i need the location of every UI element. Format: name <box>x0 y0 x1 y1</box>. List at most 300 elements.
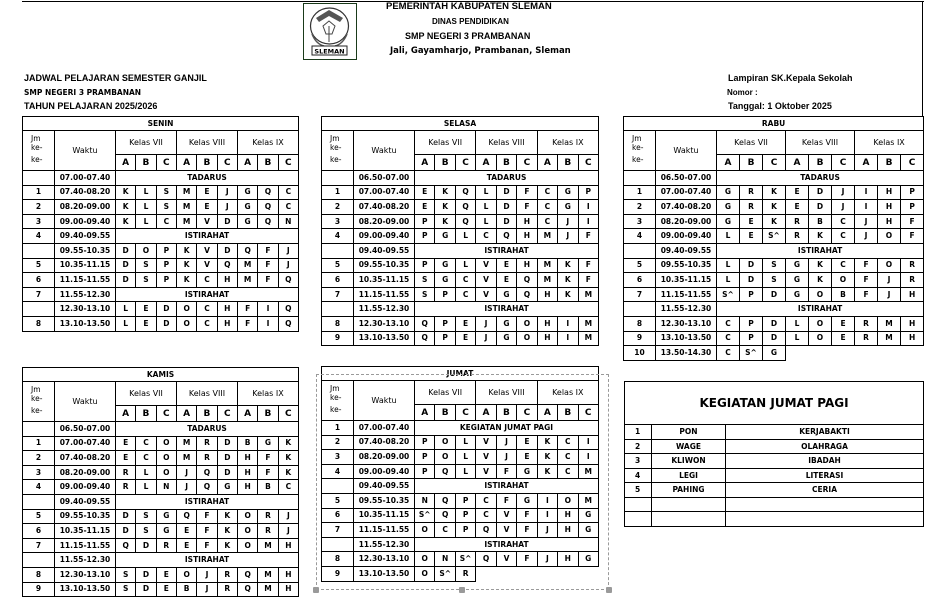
subject-cell: H <box>878 185 901 200</box>
kelas-header: Kelas VIII <box>176 131 237 155</box>
kegiatan-pasaran <box>652 497 726 512</box>
kegiatan-number <box>625 512 652 527</box>
time-slot: 11.15-11.55 <box>354 523 415 538</box>
subject-cell: Q <box>258 214 278 229</box>
subject-cell: R <box>258 524 278 539</box>
subject-cell: C <box>832 214 855 229</box>
subject-cell: C <box>455 273 475 288</box>
time-slot: 07.00-07.40 <box>354 421 415 436</box>
subject-cell: F <box>258 258 278 273</box>
activity-span: ISTIRAHAT <box>415 302 599 317</box>
activity-span: TADARUS <box>717 171 924 186</box>
empty-cell <box>809 346 832 361</box>
subject-cell: V <box>476 464 496 479</box>
selection-frame[interactable] <box>316 374 609 590</box>
subject-cell: C <box>558 435 578 450</box>
schedule-row <box>23 214 299 229</box>
subject-cell: S <box>136 258 156 273</box>
time-slot: 09.00-09.40 <box>55 214 116 229</box>
resize-handle-bottom-left[interactable] <box>313 587 319 593</box>
empty-cell <box>878 346 901 361</box>
subject-cell: K <box>763 200 786 215</box>
schedule-table-rabu <box>623 116 924 361</box>
schedule-row <box>624 331 924 346</box>
subject-cell: Q <box>476 552 496 567</box>
subject-cell: O <box>809 287 832 302</box>
resize-handle-bottom-right[interactable] <box>606 587 612 593</box>
subject-cell: O <box>809 331 832 346</box>
subject-cell: J <box>496 450 516 465</box>
subject-cell: H <box>237 451 257 466</box>
subject-cell: L <box>455 464 475 479</box>
period-number: 8 <box>23 316 55 331</box>
schedule-table-selasa <box>321 116 599 346</box>
date-label: Tanggal: 1 Oktober 2025 <box>728 101 832 111</box>
subject-cell: L <box>717 229 740 244</box>
subject-cell: R <box>901 258 924 273</box>
subject-cell: L <box>136 214 156 229</box>
period-number: 10 <box>624 346 656 361</box>
time-slot: 11.15-11.55 <box>656 287 717 302</box>
header-department: DINAS PENDIDIKAN <box>432 17 509 26</box>
time-slot: 12.30-13.10 <box>55 567 116 582</box>
jm-header-line: ke- <box>31 155 43 164</box>
subject-cell: D <box>217 214 237 229</box>
waktu-header: Waktu <box>55 382 116 422</box>
time-slot: 09.55-10.35 <box>656 258 717 273</box>
period-number: 7 <box>624 287 656 302</box>
subject-cell: K <box>217 538 237 553</box>
time-slot: 10.35-11.15 <box>55 524 116 539</box>
subject-cell: J <box>878 287 901 302</box>
subject-cell: C <box>197 273 217 288</box>
subject-cell: K <box>217 509 237 524</box>
activity-span: TADARUS <box>116 171 299 186</box>
subject-cell: I <box>258 316 278 331</box>
kegiatan-row <box>625 425 924 440</box>
class-section-header: B <box>809 155 832 171</box>
subject-cell: C <box>537 200 557 215</box>
subject-cell: E <box>136 316 156 331</box>
subject-cell: F <box>578 258 599 273</box>
subject-cell: Q <box>517 287 537 302</box>
period-number <box>23 422 55 437</box>
period-number: 2 <box>624 200 656 215</box>
kelas-header: Kelas VII <box>415 131 476 155</box>
subject-cell: J <box>855 214 878 229</box>
subject-cell: R <box>156 538 176 553</box>
subject-cell: P <box>415 229 435 244</box>
schedule-row <box>23 494 299 509</box>
time-slot: 06.50-07.00 <box>55 422 116 437</box>
kegiatan-pasaran: PON <box>652 425 726 440</box>
period-number: 7 <box>23 287 55 302</box>
subject-cell: F <box>901 229 924 244</box>
schedule-row <box>23 567 299 582</box>
subject-cell: J <box>496 435 516 450</box>
subject-cell: J <box>197 567 217 582</box>
kegiatan-number: 2 <box>625 439 652 454</box>
subject-cell: L <box>116 316 136 331</box>
period-number: 4 <box>322 229 354 244</box>
class-section-header: C <box>278 155 298 171</box>
time-slot: 11.55-12.30 <box>55 287 116 302</box>
subject-cell: S <box>136 273 156 288</box>
subject-cell: H <box>217 316 237 331</box>
time-slot: 10.35-11.15 <box>354 273 415 288</box>
subject-cell: S <box>415 287 435 302</box>
kegiatan-activity <box>726 512 924 527</box>
subject-cell: E <box>136 302 156 317</box>
subject-cell: C <box>136 451 156 466</box>
empty-cell <box>786 346 809 361</box>
subject-cell: D <box>136 538 156 553</box>
subject-cell: J <box>558 214 578 229</box>
class-section-header: B <box>435 405 455 421</box>
jm-header <box>23 131 55 171</box>
schedule-row <box>23 538 299 553</box>
schedule-row <box>322 171 599 186</box>
subject-cell: I <box>578 200 599 215</box>
subject-cell: F <box>258 243 278 258</box>
class-section-header: B <box>258 406 278 422</box>
subject-cell: P <box>901 185 924 200</box>
subject-cell: J <box>855 229 878 244</box>
subject-cell: K <box>763 214 786 229</box>
class-section-header: C <box>578 155 599 171</box>
period-number: 3 <box>322 214 354 229</box>
subject-cell: V <box>197 243 217 258</box>
subject-cell: O <box>832 273 855 288</box>
period-number: 1 <box>322 185 354 200</box>
subject-cell: C <box>197 302 217 317</box>
subject-cell: P <box>156 243 176 258</box>
subject-cell: G <box>237 185 257 200</box>
period-number: 9 <box>322 331 354 346</box>
subject-cell: V <box>476 287 496 302</box>
subject-cell: J <box>537 523 557 538</box>
kelas-header: Kelas VIII <box>786 131 855 155</box>
period-number: 8 <box>322 316 354 331</box>
period-number <box>23 171 55 186</box>
subject-cell: G <box>496 287 516 302</box>
subject-cell: G <box>517 493 537 508</box>
kelas-header: Kelas VII <box>116 131 177 155</box>
subject-cell: J <box>278 524 298 539</box>
jm-header-line: ke- <box>330 155 342 164</box>
subject-cell: D <box>740 258 763 273</box>
kelas-header: Kelas IX <box>237 131 298 155</box>
subject-cell: F <box>517 200 537 215</box>
schedule-row <box>624 287 924 302</box>
time-slot: 09.55-10.35 <box>55 509 116 524</box>
kelas-header: Kelas VIII <box>476 381 537 405</box>
subject-cell: K <box>217 524 237 539</box>
kelas-header: Kelas IX <box>855 131 924 155</box>
time-slot: 07.40-08.20 <box>354 435 415 450</box>
sleman-logo <box>303 3 357 60</box>
subject-cell: F <box>197 509 217 524</box>
schedule-row <box>624 229 924 244</box>
subject-cell: Q <box>237 243 257 258</box>
subject-cell: Q <box>435 493 455 508</box>
kegiatan-row <box>625 497 924 512</box>
activity-span: ISTIRAHAT <box>717 243 924 258</box>
period-number: 8 <box>322 552 354 567</box>
subject-cell: P <box>455 493 475 508</box>
subject-cell: F <box>855 273 878 288</box>
period-number: 2 <box>23 451 55 466</box>
subject-cell: F <box>517 552 537 567</box>
subject-cell: Q <box>455 214 475 229</box>
subject-cell: G <box>156 509 176 524</box>
activity-span: KEGIATAN JUMAT PAGI <box>415 421 599 436</box>
jm-header-line: ke- <box>330 393 342 402</box>
class-section-header: A <box>116 155 136 171</box>
jm-header-line: Jm <box>330 134 340 143</box>
subject-cell: M <box>537 258 557 273</box>
subject-cell: P <box>740 316 763 331</box>
subject-cell: J <box>537 552 557 567</box>
activity-span: ISTIRAHAT <box>717 302 924 317</box>
subject-cell: V <box>496 508 516 523</box>
jm-header-line: ke- <box>330 405 342 414</box>
class-section-header: C <box>156 406 176 422</box>
subject-cell: R <box>786 214 809 229</box>
subject-cell: S <box>763 258 786 273</box>
class-section-header: A <box>537 155 557 171</box>
subject-cell: O <box>435 435 455 450</box>
subject-cell: G <box>717 200 740 215</box>
period-number: 6 <box>624 273 656 288</box>
schedule-row <box>322 243 599 258</box>
subject-cell: I <box>855 200 878 215</box>
schedule-table-kamis <box>22 367 299 597</box>
period-number: 4 <box>23 229 55 244</box>
subject-cell: J <box>558 229 578 244</box>
period-number: 1 <box>624 185 656 200</box>
period-number: 6 <box>23 524 55 539</box>
period-number: 2 <box>322 435 354 450</box>
subject-cell: D <box>217 451 237 466</box>
subject-cell: O <box>176 567 196 582</box>
subject-cell: L <box>717 258 740 273</box>
time-slot: 11.55-12.30 <box>656 302 717 317</box>
subject-cell: J <box>217 200 237 215</box>
subject-cell: F <box>237 302 257 317</box>
subject-cell: K <box>176 243 196 258</box>
subject-cell: M <box>578 464 598 479</box>
time-slot: 10.35-11.15 <box>656 273 717 288</box>
jm-header-line: Jm <box>330 384 340 393</box>
subject-cell: P <box>578 185 599 200</box>
subject-cell: H <box>237 480 257 495</box>
kelas-header: Kelas VII <box>415 381 476 405</box>
kegiatan-row <box>625 439 924 454</box>
subject-cell: S^ <box>740 346 763 361</box>
subject-cell: G <box>496 316 516 331</box>
time-slot: 08.20-09.00 <box>656 214 717 229</box>
subject-cell: K <box>116 185 136 200</box>
time-slot: 08.20-09.00 <box>354 450 415 465</box>
activity-span: ISTIRAHAT <box>116 494 299 509</box>
subject-cell: V <box>496 523 516 538</box>
subject-cell: G <box>558 200 578 215</box>
subject-cell: K <box>176 258 196 273</box>
kegiatan-pasaran: PAHING <box>652 483 726 498</box>
time-slot: 10.35-11.15 <box>55 258 116 273</box>
subject-cell: G <box>517 464 537 479</box>
time-slot: 13.10-13.50 <box>55 582 116 597</box>
subject-cell: E <box>832 316 855 331</box>
time-slot: 09.00-09.40 <box>656 229 717 244</box>
subject-cell: S^ <box>435 566 455 581</box>
time-slot: 07.40-08.20 <box>55 185 116 200</box>
schedule-row <box>624 346 924 361</box>
period-number: 5 <box>23 509 55 524</box>
jm-header-line: Jm <box>31 134 41 143</box>
subject-cell: H <box>901 331 924 346</box>
subject-cell: S^ <box>763 229 786 244</box>
subject-cell: K <box>537 450 557 465</box>
subject-cell: K <box>558 273 578 288</box>
schedule-row <box>23 553 299 568</box>
jm-header-line: ke- <box>632 155 644 164</box>
subject-cell: C <box>717 331 740 346</box>
time-slot: 06.50-07.00 <box>354 171 415 186</box>
time-slot: 13.10-13.50 <box>354 566 415 581</box>
subject-cell: K <box>278 465 298 480</box>
time-slot: 07.00-07.40 <box>55 436 116 451</box>
subject-cell: I <box>578 435 598 450</box>
subject-cell: D <box>809 185 832 200</box>
subject-cell: E <box>455 316 475 331</box>
waktu-header: Waktu <box>354 131 415 171</box>
jm-header <box>23 382 55 422</box>
resize-handle-bottom-center[interactable] <box>459 587 465 593</box>
subject-cell: H <box>278 582 298 597</box>
subject-cell: G <box>786 273 809 288</box>
kelas-header: Kelas VII <box>116 382 177 406</box>
subject-cell: S <box>136 509 156 524</box>
subject-cell: F <box>901 214 924 229</box>
subject-cell: C <box>476 493 496 508</box>
subject-cell: S^ <box>717 287 740 302</box>
subject-cell: C <box>537 214 557 229</box>
subject-cell: D <box>496 185 516 200</box>
activity-span: ISTIRAHAT <box>116 229 299 244</box>
period-number: 4 <box>23 480 55 495</box>
subject-cell: K <box>435 200 455 215</box>
subject-cell: D <box>116 243 136 258</box>
class-section-header: C <box>832 155 855 171</box>
subject-cell: R <box>258 509 278 524</box>
subject-cell: D <box>136 582 156 597</box>
day-title: KAMIS <box>23 368 299 382</box>
period-number: 3 <box>624 214 656 229</box>
period-number: 2 <box>322 200 354 215</box>
subject-cell: G <box>558 185 578 200</box>
subject-cell: N <box>415 493 435 508</box>
subject-cell: J <box>476 316 496 331</box>
jm-header-line: Jm <box>632 134 642 143</box>
subject-cell: H <box>237 465 257 480</box>
schedule-row <box>23 273 299 288</box>
period-number <box>23 243 55 258</box>
subject-cell: Q <box>176 509 196 524</box>
schedule-row <box>322 302 599 317</box>
subject-cell: D <box>496 214 516 229</box>
class-section-header: B <box>740 155 763 171</box>
subject-cell: E <box>116 436 136 451</box>
subject-cell: P <box>156 258 176 273</box>
subject-cell: M <box>878 316 901 331</box>
subject-cell: R <box>786 229 809 244</box>
subject-cell: H <box>901 287 924 302</box>
subject-cell: L <box>455 435 475 450</box>
period-number <box>624 243 656 258</box>
schedule-row <box>23 436 299 451</box>
subject-cell: C <box>278 480 298 495</box>
subject-cell: G <box>578 523 598 538</box>
time-slot: 07.40-08.20 <box>656 200 717 215</box>
waktu-header: Waktu <box>55 131 116 171</box>
time-slot: 11.15-11.55 <box>354 287 415 302</box>
subject-cell: G <box>578 552 598 567</box>
subject-cell: I <box>855 185 878 200</box>
period-number: 3 <box>23 465 55 480</box>
period-number: 9 <box>322 566 354 581</box>
schedule-row <box>23 480 299 495</box>
jm-header-line: ke- <box>31 406 43 415</box>
subject-cell: K <box>278 451 298 466</box>
class-section-header: B <box>878 155 901 171</box>
subject-cell: F <box>197 524 217 539</box>
kelas-header: Kelas VII <box>717 131 786 155</box>
subject-cell: L <box>136 480 156 495</box>
time-slot: 09.00-09.40 <box>354 464 415 479</box>
subject-cell: O <box>517 316 537 331</box>
subject-cell: D <box>763 331 786 346</box>
subject-cell: D <box>217 243 237 258</box>
time-slot: 11.55-12.30 <box>354 537 415 552</box>
subject-cell: V <box>476 258 496 273</box>
subject-cell: C <box>717 346 740 361</box>
subject-cell: Q <box>237 567 257 582</box>
subject-cell: N <box>156 480 176 495</box>
schedule-row <box>624 200 924 215</box>
kegiatan-number: 3 <box>625 454 652 469</box>
subject-cell: H <box>537 316 557 331</box>
subject-cell: L <box>116 302 136 317</box>
subject-cell: M <box>578 331 599 346</box>
class-section-header: B <box>258 155 278 171</box>
subject-cell: K <box>537 435 557 450</box>
activity-span: ISTIRAHAT <box>116 287 299 302</box>
subject-cell: L <box>786 331 809 346</box>
day-title: RABU <box>624 117 924 131</box>
subject-cell: B <box>832 287 855 302</box>
day-title: SELASA <box>322 117 599 131</box>
period-number: 8 <box>23 567 55 582</box>
class-section-header: B <box>197 155 217 171</box>
schedule-row <box>624 243 924 258</box>
class-section-header: A <box>476 405 496 421</box>
time-slot: 13.10-13.50 <box>656 331 717 346</box>
subject-cell: C <box>476 508 496 523</box>
subject-cell: M <box>537 229 557 244</box>
subject-cell: M <box>578 287 599 302</box>
